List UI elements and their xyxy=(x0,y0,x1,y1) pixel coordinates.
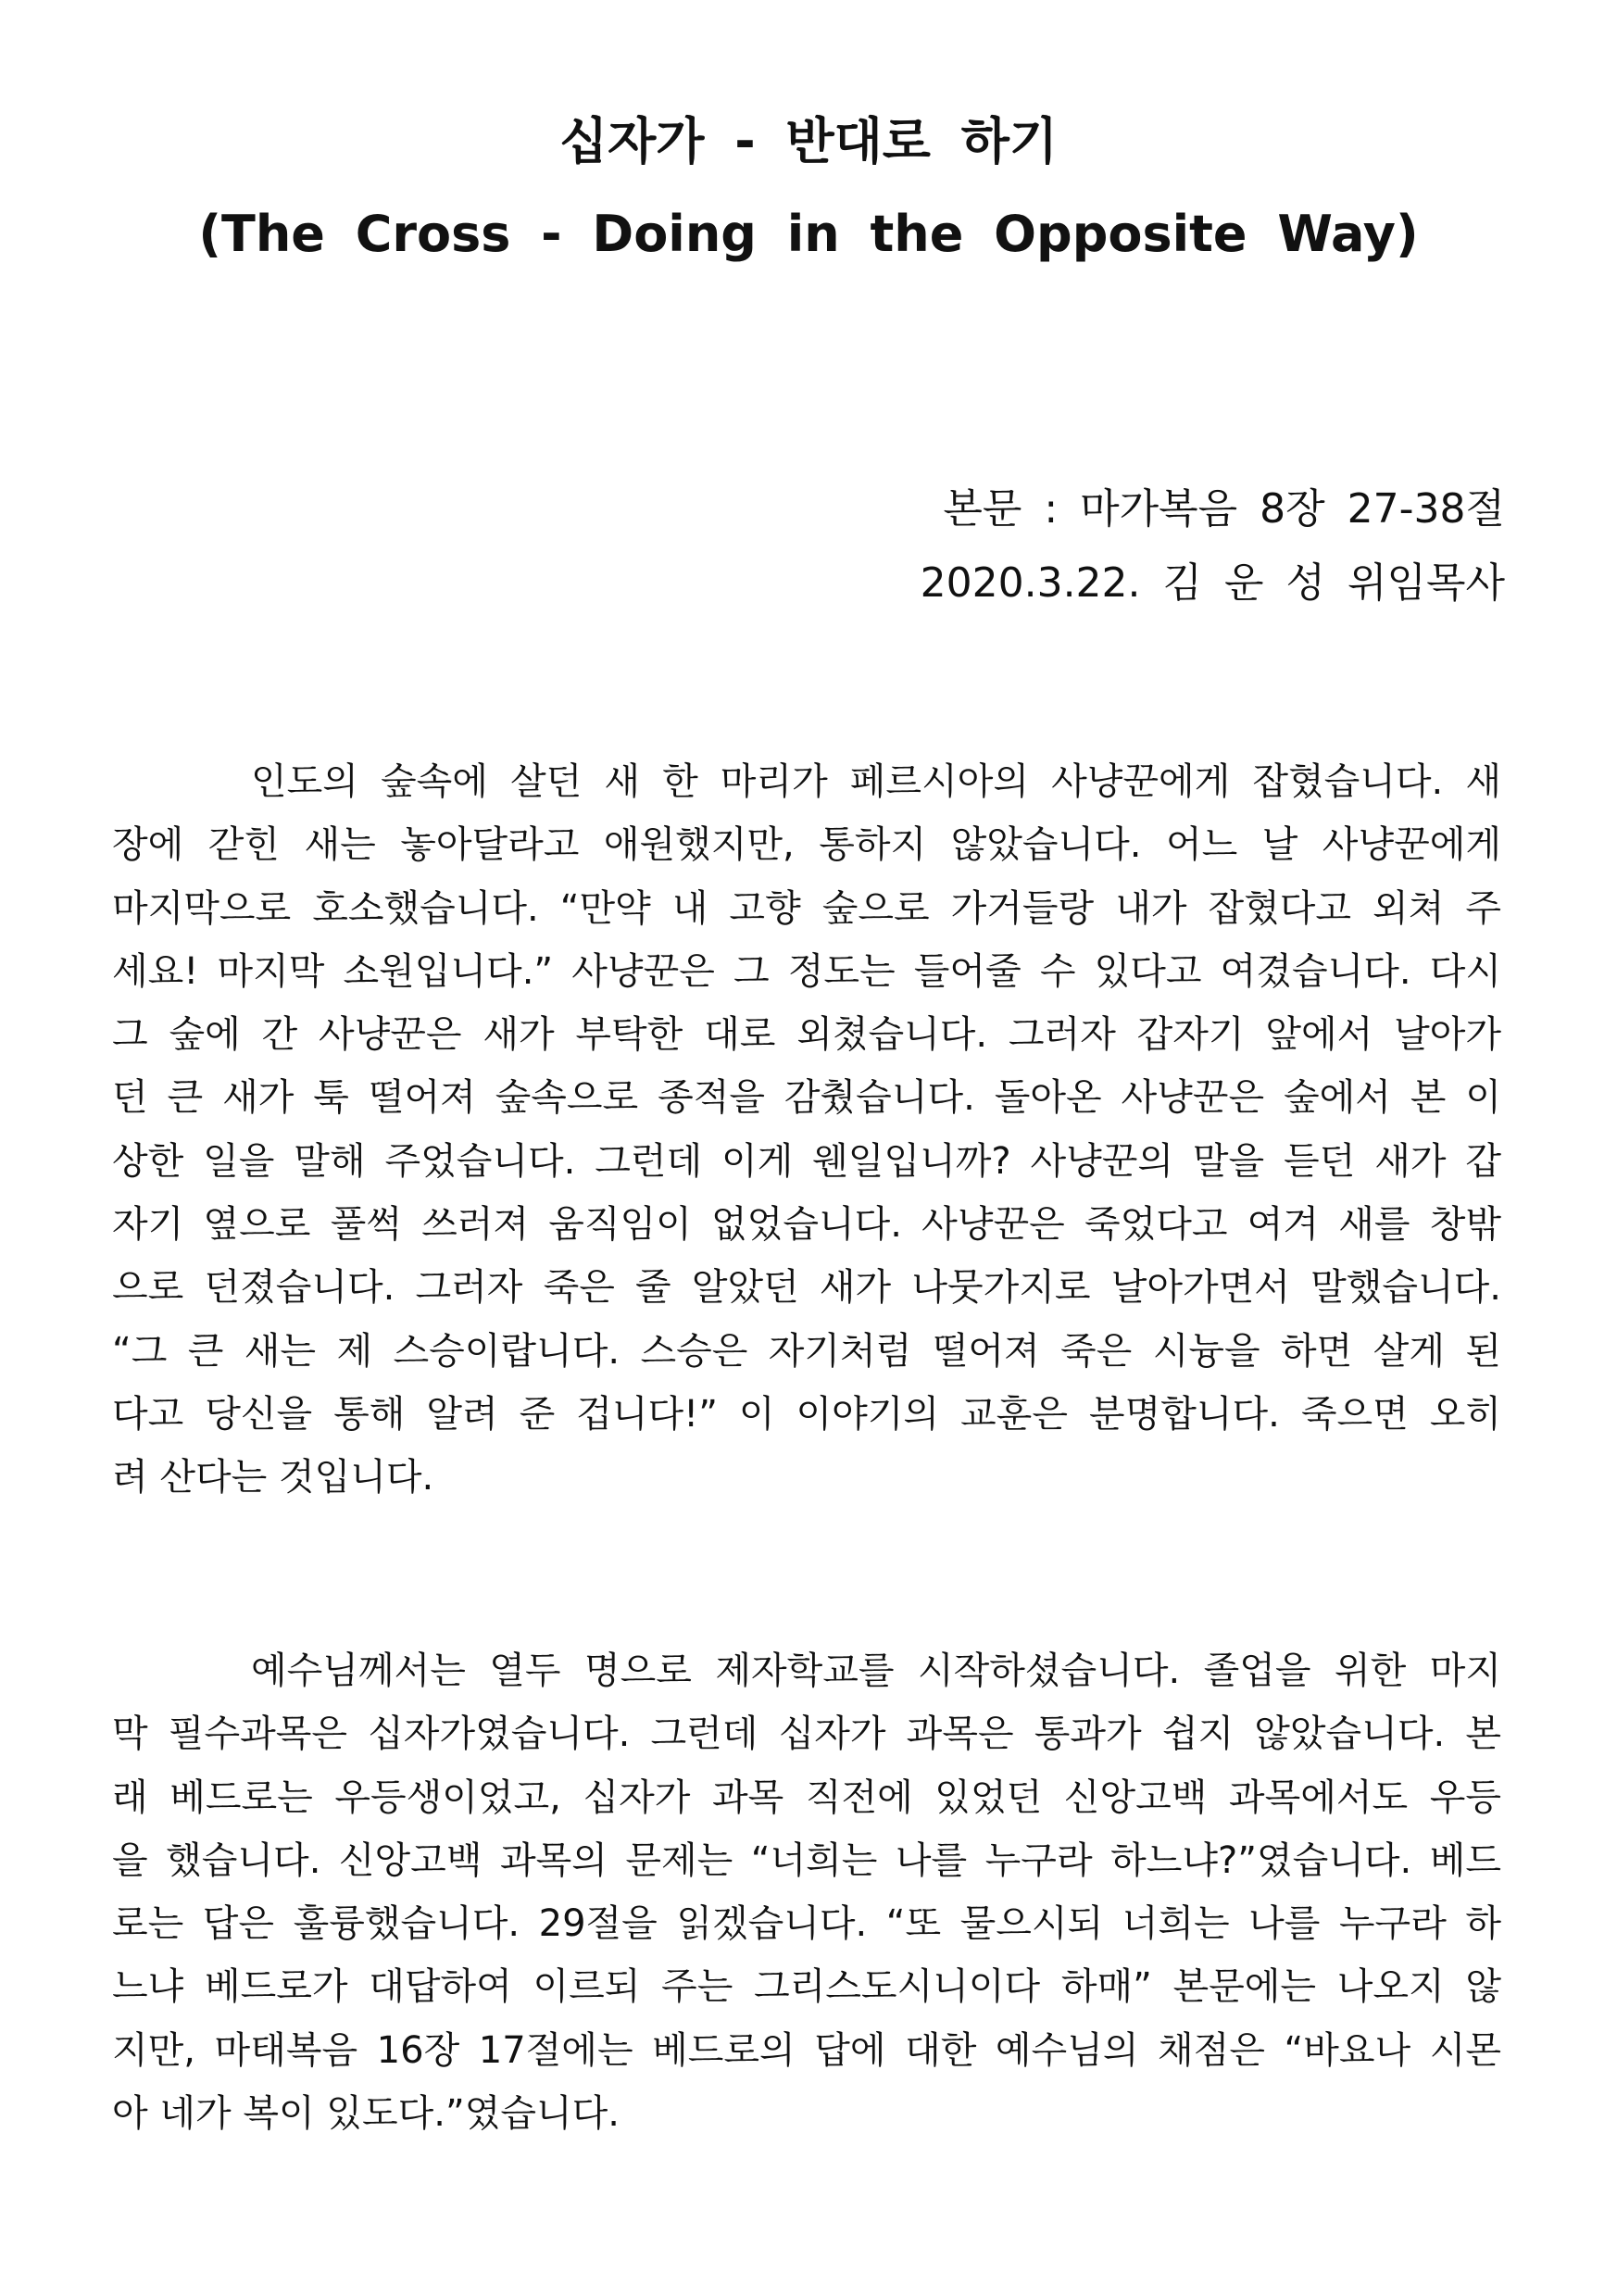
paragraph-line: 던 큰 새가 툭 떨어져 숲속으로 종적을 감췄습니다. 돌아온 사냥꾼은 숲에서 본 이 xyxy=(112,1076,1501,1120)
paragraph-line: 로는 답은 훌륭했습니다. 29절을 읽겠습니다. “또 물으시되 너희는 나를 누구라 하 xyxy=(112,1902,1501,1946)
paragraph-2 xyxy=(112,1639,1501,2145)
paragraph-line: 상한 일을 말해 주었습니다. 그런데 이게 웬일입니까? 사냥꾼의 말을 듣던 새가 갑 xyxy=(112,1139,1501,1183)
title-korean: 십자가 - 반대로 하기 xyxy=(558,112,1059,170)
paragraph-line: 으로 던졌습니다. 그러자 죽은 줄 알았던 새가 나뭇가지로 날아가면서 말했습니다. xyxy=(112,1266,1501,1310)
paragraph-line: 자기 옆으로 풀썩 쓰러져 움직임이 없었습니다. 사냥꾼은 죽었다고 여겨 새를 창밖 xyxy=(112,1203,1501,1247)
paragraph-line: 막 필수과목은 십자가였습니다. 그런데 십자가 과목은 통과가 쉽지 않았습니다. 본 xyxy=(112,1713,1501,1756)
paragraph-line: 려 산다는 것입니다. xyxy=(112,1456,434,1499)
paragraph-line: 그 숲에 간 사냥꾼은 새가 부탁한 대로 외쳤습니다. 그러자 갑자기 앞에서 날아가 xyxy=(112,1013,1501,1057)
paragraph-line: 예수님께서는 열두 명으로 제자학교를 시작하셨습니다. 졸업을 위한 마지 xyxy=(251,1650,1501,1692)
title-english: (The Cross - Doing in the Opposite Way) xyxy=(198,205,1419,263)
paragraph-line: 을 했습니다. 신앙고백 과목의 문제는 “너희는 나를 누구라 하느냐?”였습니다. 베드 xyxy=(112,1838,1501,1882)
paragraph-line: 인도의 숲속에 살던 새 한 마리가 페르시아의 사냥꾼에게 잡혔습니다. 새 xyxy=(251,760,1501,803)
paragraph-line: 장에 갇힌 새는 놓아달라고 애원했지만, 통하지 않았습니다. 어느 날 사냥꾼에게 xyxy=(112,823,1501,867)
scripture-passage: 본문 : 마가복음 8장 27-38절 xyxy=(943,485,1505,533)
paragraph-line: 다고 당신을 통해 알려 준 겁니다!” 이 이야기의 교훈은 분명합니다. 죽으면 오히 xyxy=(112,1392,1501,1436)
paragraph-line: 래 베드로는 우등생이었고, 십자가 과목 직전에 있었던 신앙고백 과목에서도 우등 xyxy=(112,1775,1501,1819)
paragraph-line: “그 큰 새는 제 스승이랍니다. 스승은 자기처럼 떨어져 죽은 시늉을 하면 살게 된 xyxy=(112,1329,1501,1373)
paragraph-1 xyxy=(112,750,1501,1510)
paragraph-line: 세요! 마지막 소원입니다.” 사냥꾼은 그 정도는 들어줄 수 있다고 여겼습니다. 다시 xyxy=(112,949,1501,993)
paragraph-line: 느냐 베드로가 대답하여 이르되 주는 그리스도시니이다 하매” 본문에는 나오지 않 xyxy=(112,1965,1501,2009)
paragraph-line: 아 네가 복이 있도다.”였습니다. xyxy=(112,2092,620,2136)
paragraph-line: 지만, 마태복음 16장 17절에는 베드로의 답에 대한 예수님의 채점은 “바요나 시몬 xyxy=(112,2028,1501,2072)
paragraph-line: 마지막으로 호소했습니다. “만약 내 고향 숲으로 가거들랑 내가 잡혔다고 외쳐 주 xyxy=(112,886,1501,930)
date-and-author: 2020.3.22. 김 운 성 위임목사 xyxy=(920,559,1505,607)
